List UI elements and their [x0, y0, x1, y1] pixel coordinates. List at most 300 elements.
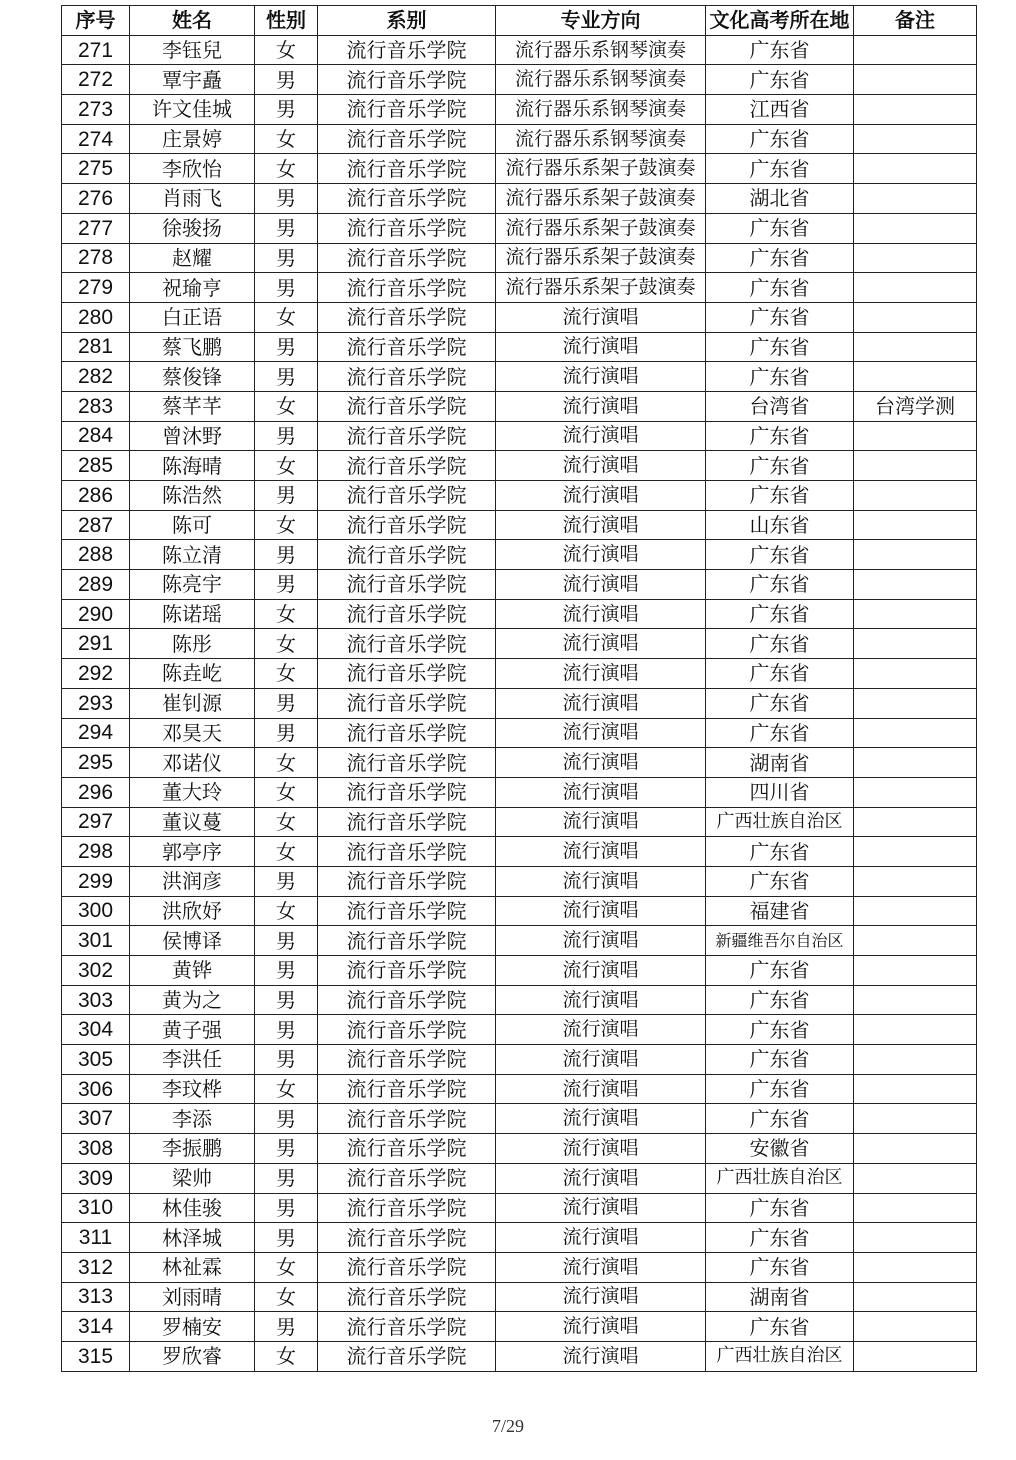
- cell-name: 刘雨晴: [130, 1282, 255, 1312]
- cell-department: 流行音乐学院: [318, 95, 496, 125]
- cell-name: 陈垚屹: [130, 659, 255, 689]
- cell-gender: 女: [255, 599, 318, 629]
- cell-number: 304: [62, 1015, 130, 1045]
- cell-gender: 女: [255, 124, 318, 154]
- cell-department: 流行音乐学院: [318, 332, 496, 362]
- cell-department: 流行音乐学院: [318, 985, 496, 1015]
- cell-major: 流行演唱: [496, 1312, 706, 1342]
- cell-gender: 男: [255, 1193, 318, 1223]
- cell-name: 邓昊天: [130, 718, 255, 748]
- cell-major: 流行演唱: [496, 1252, 706, 1282]
- cell-exam-location: 广西壮族自治区: [706, 807, 854, 837]
- cell-major: 流行演唱: [496, 1163, 706, 1193]
- table-row: [62, 718, 977, 748]
- cell-department: 流行音乐学院: [318, 1104, 496, 1134]
- cell-remarks: [854, 1252, 977, 1282]
- cell-gender: 男: [255, 540, 318, 570]
- cell-major: 流行演唱: [496, 302, 706, 332]
- cell-gender: 男: [255, 956, 318, 986]
- cell-remarks: [854, 985, 977, 1015]
- cell-exam-location: 安徽省: [706, 1134, 854, 1164]
- cell-number: 302: [62, 956, 130, 986]
- table-row: [62, 243, 977, 273]
- cell-name: 黄为之: [130, 985, 255, 1015]
- cell-remarks: [854, 243, 977, 273]
- cell-department: 流行音乐学院: [318, 956, 496, 986]
- cell-gender: 男: [255, 1104, 318, 1134]
- cell-gender: 女: [255, 629, 318, 659]
- cell-number: 279: [62, 273, 130, 303]
- cell-number: 284: [62, 421, 130, 451]
- cell-remarks: [854, 956, 977, 986]
- cell-department: 流行音乐学院: [318, 391, 496, 421]
- cell-name: 罗欣睿: [130, 1341, 255, 1371]
- cell-major: 流行演唱: [496, 777, 706, 807]
- header-name: 姓名: [130, 6, 255, 36]
- cell-gender: 女: [255, 777, 318, 807]
- cell-department: 流行音乐学院: [318, 362, 496, 392]
- cell-gender: 女: [255, 748, 318, 778]
- cell-gender: 男: [255, 1312, 318, 1342]
- cell-exam-location: 广东省: [706, 154, 854, 184]
- cell-department: 流行音乐学院: [318, 629, 496, 659]
- cell-remarks: [854, 1282, 977, 1312]
- cell-exam-location: 广东省: [706, 213, 854, 243]
- cell-name: 蔡俊锋: [130, 362, 255, 392]
- cell-major: 流行演唱: [496, 540, 706, 570]
- cell-department: 流行音乐学院: [318, 599, 496, 629]
- cell-exam-location: 广东省: [706, 718, 854, 748]
- cell-department: 流行音乐学院: [318, 1282, 496, 1312]
- cell-gender: 男: [255, 421, 318, 451]
- cell-number: 290: [62, 599, 130, 629]
- table-row: [62, 807, 977, 837]
- cell-name: 崔钊源: [130, 688, 255, 718]
- cell-department: 流行音乐学院: [318, 1312, 496, 1342]
- cell-remarks: [854, 362, 977, 392]
- table-row: [62, 1341, 977, 1371]
- cell-gender: 男: [255, 718, 318, 748]
- cell-remarks: [854, 777, 977, 807]
- cell-number: 276: [62, 184, 130, 214]
- table-row: [62, 1252, 977, 1282]
- cell-name: 黄铧: [130, 956, 255, 986]
- table-row: [62, 302, 977, 332]
- cell-exam-location: 江西省: [706, 95, 854, 125]
- cell-major: 流行演唱: [496, 451, 706, 481]
- cell-remarks: [854, 866, 977, 896]
- cell-major: 流行演唱: [496, 362, 706, 392]
- cell-department: 流行音乐学院: [318, 243, 496, 273]
- cell-exam-location: 山东省: [706, 510, 854, 540]
- cell-exam-location: 广东省: [706, 1312, 854, 1342]
- cell-remarks: [854, 688, 977, 718]
- cell-department: 流行音乐学院: [318, 718, 496, 748]
- header-department: 系别: [318, 6, 496, 36]
- cell-major: 流行演唱: [496, 1074, 706, 1104]
- table-row: [62, 362, 977, 392]
- cell-gender: 女: [255, 451, 318, 481]
- cell-gender: 女: [255, 35, 318, 65]
- cell-major: 流行器乐系钢琴演奏: [496, 95, 706, 125]
- table-row: [62, 1312, 977, 1342]
- cell-exam-location: 湖南省: [706, 1282, 854, 1312]
- cell-exam-location: 广东省: [706, 599, 854, 629]
- cell-name: 董大玲: [130, 777, 255, 807]
- cell-department: 流行音乐学院: [318, 1015, 496, 1045]
- cell-department: 流行音乐学院: [318, 866, 496, 896]
- cell-department: 流行音乐学院: [318, 184, 496, 214]
- cell-major: 流行器乐系架子鼓演奏: [496, 154, 706, 184]
- cell-exam-location: 广东省: [706, 124, 854, 154]
- cell-name: 肖雨飞: [130, 184, 255, 214]
- cell-major: 流行演唱: [496, 1104, 706, 1134]
- cell-exam-location: 广东省: [706, 302, 854, 332]
- cell-remarks: [854, 421, 977, 451]
- cell-department: 流行音乐学院: [318, 35, 496, 65]
- header-major: 专业方向: [496, 6, 706, 36]
- cell-remarks: [854, 1341, 977, 1371]
- cell-gender: 女: [255, 302, 318, 332]
- cell-remarks: [854, 273, 977, 303]
- cell-number: 274: [62, 124, 130, 154]
- cell-gender: 男: [255, 213, 318, 243]
- table-row: [62, 659, 977, 689]
- table-row: [62, 866, 977, 896]
- cell-major: 流行演唱: [496, 688, 706, 718]
- table-body: [62, 35, 977, 1371]
- cell-department: 流行音乐学院: [318, 659, 496, 689]
- table-row: [62, 421, 977, 451]
- table-row: [62, 273, 977, 303]
- cell-gender: 男: [255, 95, 318, 125]
- cell-number: 312: [62, 1252, 130, 1282]
- table-row: [62, 926, 977, 956]
- cell-department: 流行音乐学院: [318, 837, 496, 867]
- cell-number: 281: [62, 332, 130, 362]
- cell-exam-location: 广东省: [706, 273, 854, 303]
- cell-remarks: [854, 124, 977, 154]
- cell-major: 流行器乐系钢琴演奏: [496, 65, 706, 95]
- cell-name: 罗楠安: [130, 1312, 255, 1342]
- cell-name: 洪润彦: [130, 866, 255, 896]
- cell-gender: 女: [255, 1341, 318, 1371]
- table-row: [62, 1015, 977, 1045]
- table-row: [62, 481, 977, 511]
- cell-name: 李玟桦: [130, 1074, 255, 1104]
- cell-number: 287: [62, 510, 130, 540]
- cell-name: 林佳骏: [130, 1193, 255, 1223]
- table-row: [62, 956, 977, 986]
- cell-number: 298: [62, 837, 130, 867]
- table-row: [62, 896, 977, 926]
- table-row: [62, 1193, 977, 1223]
- cell-major: 流行演唱: [496, 599, 706, 629]
- cell-name: 李钰兒: [130, 35, 255, 65]
- cell-department: 流行音乐学院: [318, 1193, 496, 1223]
- cell-gender: 女: [255, 154, 318, 184]
- cell-exam-location: 广东省: [706, 362, 854, 392]
- table-row: [62, 748, 977, 778]
- cell-major: 流行演唱: [496, 748, 706, 778]
- cell-name: 侯博译: [130, 926, 255, 956]
- cell-number: 299: [62, 866, 130, 896]
- cell-exam-location: 广东省: [706, 570, 854, 600]
- cell-remarks: [854, 807, 977, 837]
- cell-major: 流行演唱: [496, 1282, 706, 1312]
- cell-major: 流行演唱: [496, 866, 706, 896]
- cell-department: 流行音乐学院: [318, 1223, 496, 1253]
- cell-number: 315: [62, 1341, 130, 1371]
- cell-exam-location: 广东省: [706, 1252, 854, 1282]
- cell-name: 黄子强: [130, 1015, 255, 1045]
- cell-major: 流行演唱: [496, 956, 706, 986]
- cell-name: 陈立清: [130, 540, 255, 570]
- header-gender: 性别: [255, 6, 318, 36]
- cell-department: 流行音乐学院: [318, 807, 496, 837]
- cell-number: 273: [62, 95, 130, 125]
- cell-remarks: [854, 718, 977, 748]
- cell-department: 流行音乐学院: [318, 1341, 496, 1371]
- cell-major: 流行演唱: [496, 1223, 706, 1253]
- cell-name: 林祉霖: [130, 1252, 255, 1282]
- cell-remarks: [854, 451, 977, 481]
- cell-number: 275: [62, 154, 130, 184]
- cell-major: 流行演唱: [496, 1193, 706, 1223]
- header-row: [62, 6, 977, 36]
- cell-remarks: [854, 926, 977, 956]
- cell-number: 293: [62, 688, 130, 718]
- cell-remarks: [854, 896, 977, 926]
- cell-exam-location: 四川省: [706, 777, 854, 807]
- cell-gender: 男: [255, 243, 318, 273]
- cell-number: 294: [62, 718, 130, 748]
- cell-department: 流行音乐学院: [318, 1134, 496, 1164]
- cell-number: 292: [62, 659, 130, 689]
- cell-exam-location: 广西壮族自治区: [706, 1163, 854, 1193]
- table-row: [62, 1104, 977, 1134]
- cell-department: 流行音乐学院: [318, 421, 496, 451]
- cell-exam-location: 广东省: [706, 1193, 854, 1223]
- cell-remarks: [854, 481, 977, 511]
- cell-department: 流行音乐学院: [318, 65, 496, 95]
- cell-remarks: [854, 510, 977, 540]
- cell-remarks: [854, 748, 977, 778]
- table-row: [62, 1045, 977, 1075]
- table-row: [62, 1134, 977, 1164]
- cell-exam-location: 台湾省: [706, 391, 854, 421]
- cell-remarks: 台湾学测: [854, 391, 977, 421]
- cell-major: 流行演唱: [496, 926, 706, 956]
- cell-gender: 男: [255, 866, 318, 896]
- table-row: [62, 124, 977, 154]
- cell-remarks: [854, 95, 977, 125]
- cell-exam-location: 广东省: [706, 1045, 854, 1075]
- cell-department: 流行音乐学院: [318, 481, 496, 511]
- table-row: [62, 570, 977, 600]
- cell-name: 李振鹏: [130, 1134, 255, 1164]
- cell-number: 301: [62, 926, 130, 956]
- table-row: [62, 35, 977, 65]
- cell-name: 陈亮宇: [130, 570, 255, 600]
- cell-remarks: [854, 1104, 977, 1134]
- cell-name: 陈海晴: [130, 451, 255, 481]
- cell-name: 梁帅: [130, 1163, 255, 1193]
- cell-major: 流行演唱: [496, 332, 706, 362]
- cell-name: 林泽城: [130, 1223, 255, 1253]
- cell-number: 277: [62, 213, 130, 243]
- cell-major: 流行演唱: [496, 837, 706, 867]
- cell-exam-location: 广东省: [706, 629, 854, 659]
- table-row: [62, 510, 977, 540]
- cell-name: 祝瑜亨: [130, 273, 255, 303]
- cell-exam-location: 广东省: [706, 540, 854, 570]
- cell-major: 流行演唱: [496, 570, 706, 600]
- cell-name: 蔡芊芊: [130, 391, 255, 421]
- cell-number: 297: [62, 807, 130, 837]
- table-row: [62, 629, 977, 659]
- cell-gender: 女: [255, 1074, 318, 1104]
- table-row: [62, 540, 977, 570]
- cell-department: 流行音乐学院: [318, 213, 496, 243]
- cell-gender: 男: [255, 926, 318, 956]
- cell-name: 陈诺瑶: [130, 599, 255, 629]
- cell-name: 许文佳城: [130, 95, 255, 125]
- cell-gender: 女: [255, 837, 318, 867]
- cell-major: 流行演唱: [496, 718, 706, 748]
- page-number: 7/29: [491, 1416, 524, 1436]
- cell-major: 流行演唱: [496, 1045, 706, 1075]
- cell-major: 流行演唱: [496, 510, 706, 540]
- cell-gender: 男: [255, 1163, 318, 1193]
- cell-department: 流行音乐学院: [318, 926, 496, 956]
- cell-name: 徐骏扬: [130, 213, 255, 243]
- cell-remarks: [854, 599, 977, 629]
- cell-exam-location: 湖北省: [706, 184, 854, 214]
- cell-exam-location: 广东省: [706, 332, 854, 362]
- cell-gender: 女: [255, 896, 318, 926]
- cell-major: 流行演唱: [496, 1134, 706, 1164]
- cell-department: 流行音乐学院: [318, 1074, 496, 1104]
- cell-exam-location: 广东省: [706, 1104, 854, 1134]
- cell-major: 流行器乐系钢琴演奏: [496, 35, 706, 65]
- cell-number: 289: [62, 570, 130, 600]
- cell-name: 郭亭序: [130, 837, 255, 867]
- cell-department: 流行音乐学院: [318, 688, 496, 718]
- table-row: [62, 1282, 977, 1312]
- cell-number: 309: [62, 1163, 130, 1193]
- cell-name: 庄景婷: [130, 124, 255, 154]
- cell-major: 流行演唱: [496, 659, 706, 689]
- cell-remarks: [854, 629, 977, 659]
- cell-exam-location: 福建省: [706, 896, 854, 926]
- cell-exam-location: 湖南省: [706, 748, 854, 778]
- cell-remarks: [854, 659, 977, 689]
- table-row: [62, 451, 977, 481]
- cell-number: 291: [62, 629, 130, 659]
- cell-department: 流行音乐学院: [318, 570, 496, 600]
- cell-remarks: [854, 35, 977, 65]
- cell-exam-location: 广东省: [706, 659, 854, 689]
- cell-gender: 女: [255, 659, 318, 689]
- table-row: [62, 184, 977, 214]
- cell-number: 296: [62, 777, 130, 807]
- cell-gender: 男: [255, 332, 318, 362]
- cell-department: 流行音乐学院: [318, 1163, 496, 1193]
- cell-remarks: [854, 1134, 977, 1164]
- cell-number: 282: [62, 362, 130, 392]
- cell-number: 311: [62, 1223, 130, 1253]
- cell-remarks: [854, 837, 977, 867]
- cell-gender: 男: [255, 1134, 318, 1164]
- cell-gender: 男: [255, 985, 318, 1015]
- cell-number: 313: [62, 1282, 130, 1312]
- cell-exam-location: 广西壮族自治区: [706, 1341, 854, 1371]
- cell-name: 覃宇矗: [130, 65, 255, 95]
- cell-major: 流行演唱: [496, 807, 706, 837]
- cell-number: 280: [62, 302, 130, 332]
- cell-exam-location: 广东省: [706, 451, 854, 481]
- cell-name: 陈浩然: [130, 481, 255, 511]
- cell-exam-location: 广东省: [706, 421, 854, 451]
- cell-remarks: [854, 540, 977, 570]
- table-row: [62, 1074, 977, 1104]
- cell-gender: 男: [255, 481, 318, 511]
- cell-number: 300: [62, 896, 130, 926]
- cell-number: 286: [62, 481, 130, 511]
- cell-major: 流行器乐系架子鼓演奏: [496, 243, 706, 273]
- cell-number: 310: [62, 1193, 130, 1223]
- cell-number: 307: [62, 1104, 130, 1134]
- cell-exam-location: 广东省: [706, 866, 854, 896]
- cell-remarks: [854, 1045, 977, 1075]
- table-row: [62, 1223, 977, 1253]
- cell-remarks: [854, 1223, 977, 1253]
- cell-remarks: [854, 184, 977, 214]
- cell-gender: 女: [255, 391, 318, 421]
- cell-name: 洪欣妤: [130, 896, 255, 926]
- cell-exam-location: 广东省: [706, 985, 854, 1015]
- table-row: [62, 154, 977, 184]
- cell-major: 流行演唱: [496, 1015, 706, 1045]
- cell-exam-location: 广东省: [706, 956, 854, 986]
- cell-remarks: [854, 1074, 977, 1104]
- cell-department: 流行音乐学院: [318, 273, 496, 303]
- cell-major: 流行演唱: [496, 421, 706, 451]
- cell-department: 流行音乐学院: [318, 896, 496, 926]
- cell-name: 陈可: [130, 510, 255, 540]
- table-row: [62, 213, 977, 243]
- cell-major: 流行器乐系架子鼓演奏: [496, 213, 706, 243]
- table-row: [62, 65, 977, 95]
- cell-name: 邓诺仪: [130, 748, 255, 778]
- table-row: [62, 95, 977, 125]
- cell-major: 流行器乐系钢琴演奏: [496, 124, 706, 154]
- header-remarks: 备注: [854, 6, 977, 36]
- cell-name: 陈彤: [130, 629, 255, 659]
- cell-major: 流行器乐系架子鼓演奏: [496, 184, 706, 214]
- header-number: 序号: [62, 6, 130, 36]
- cell-gender: 女: [255, 1282, 318, 1312]
- table-row: [62, 599, 977, 629]
- cell-number: 272: [62, 65, 130, 95]
- cell-remarks: [854, 570, 977, 600]
- cell-number: 314: [62, 1312, 130, 1342]
- cell-department: 流行音乐学院: [318, 302, 496, 332]
- table-row: [62, 391, 977, 421]
- cell-remarks: [854, 1163, 977, 1193]
- cell-major: 流行演唱: [496, 985, 706, 1015]
